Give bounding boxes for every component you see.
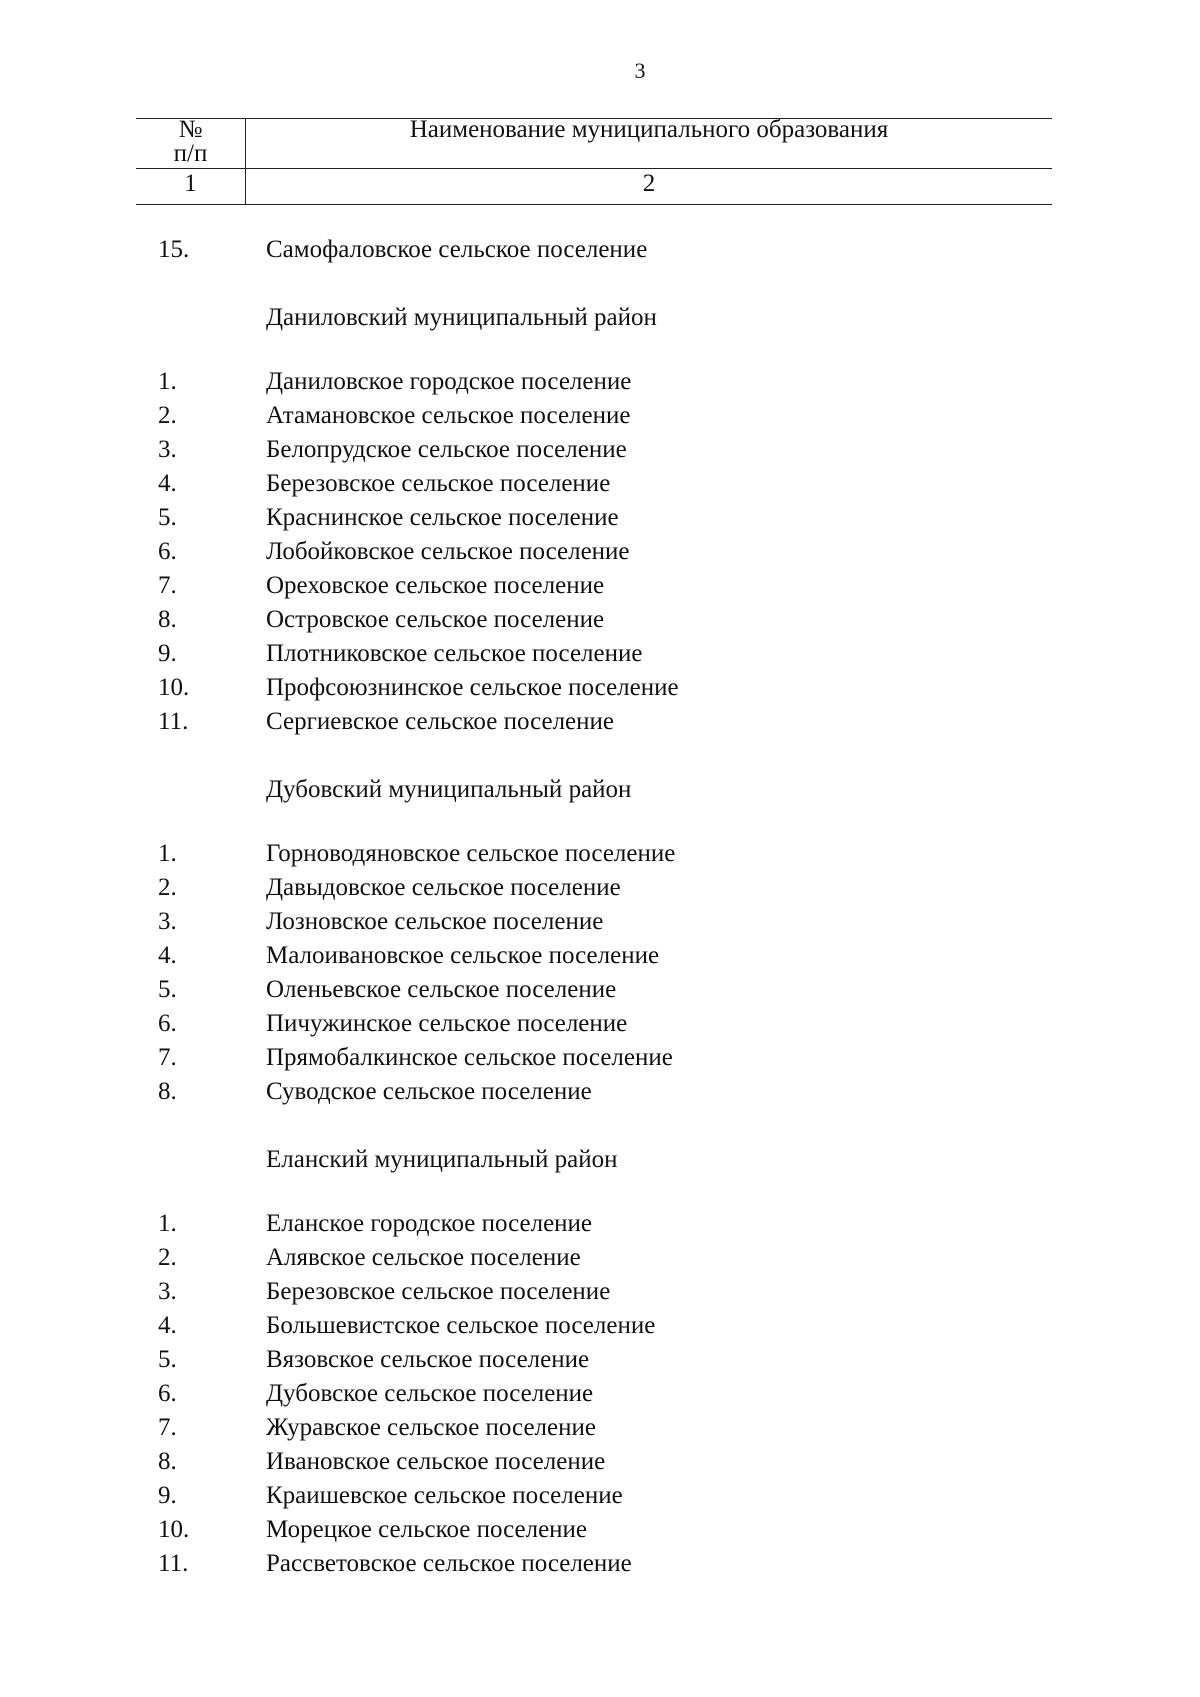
list-item-number: 10. (158, 1516, 190, 1543)
list-item-name: Сергиевское сельское поселение (266, 708, 615, 735)
header-middle-rule (136, 168, 1052, 169)
list-item-number: 6. (158, 538, 177, 565)
list-item-number: 8. (158, 1448, 177, 1475)
list-item-number: 9. (158, 640, 177, 667)
list-item-name: Давыдовское сельское поселение (266, 874, 621, 901)
list-item-number: 5. (158, 976, 177, 1003)
list-item-name: Краишевское сельское поселение (266, 1482, 623, 1509)
list-item-number: 4. (158, 470, 177, 497)
list-item-number: 1. (158, 840, 177, 867)
list-item-number: 2. (158, 874, 177, 901)
list-item-number: 4. (158, 1312, 177, 1339)
list-item-number: 8. (158, 606, 177, 633)
list-item-name: Атамановское сельское поселение (266, 402, 631, 429)
district-heading: Еланский муниципальный район (266, 1146, 618, 1173)
list-item-name: Профсоюзнинское сельское поселение (266, 674, 679, 701)
header-col2-index: 2 (642, 170, 656, 197)
header-col1-number-sign: № (178, 116, 203, 143)
list-item-name: Дубовское сельское поселение (266, 1380, 594, 1407)
header-col1-index: 1 (184, 170, 197, 197)
list-item-name: Березовское сельское поселение (266, 1278, 611, 1305)
list-item-number: 10. (158, 674, 190, 701)
list-item-name: Оленьевское сельское поселение (266, 976, 617, 1003)
district-heading: Даниловский муниципальный район (266, 304, 657, 331)
list-item-number: 2. (158, 1244, 177, 1271)
header-col2-title: Наименование муниципального образования (409, 116, 889, 143)
list-item-number: 7. (158, 1414, 177, 1441)
list-item-number: 8. (158, 1078, 177, 1105)
list-item-name: Рассветовское сельское поселение (266, 1550, 632, 1577)
list-item-name: Березовское сельское поселение (266, 470, 611, 497)
list-item-name: Суводское сельское поселение (266, 1078, 592, 1105)
list-item-number: 4. (158, 942, 177, 969)
list-item-number: 1. (158, 1210, 177, 1237)
list-item-number: 7. (158, 1044, 177, 1071)
list-item-name: Самофаловское сельское поселение (266, 236, 648, 263)
list-item-name: Журавское сельское поселение (266, 1414, 596, 1441)
list-item-number: 11. (158, 1550, 189, 1577)
header-col1-pp: п/п (173, 140, 208, 167)
list-item-number: 9. (158, 1482, 177, 1509)
list-item-name: Краснинское сельское поселение (266, 504, 619, 531)
list-item-name: Горноводяновское сельское поселение (266, 840, 676, 867)
list-item-number: 3. (158, 436, 177, 463)
list-item-number: 5. (158, 504, 177, 531)
list-item-name: Морецкое сельское поселение (266, 1516, 588, 1543)
list-item-number: 1. (158, 368, 177, 395)
list-item-number: 2. (158, 402, 177, 429)
list-item-name: Белопрудское сельское поселение (266, 436, 627, 463)
list-item-name: Даниловское городское поселение (266, 368, 632, 395)
list-item-number: 7. (158, 572, 177, 599)
list-item-number: 6. (158, 1380, 177, 1407)
list-item-number: 3. (158, 1278, 177, 1305)
list-item-number: 11. (158, 708, 189, 735)
list-item-number: 5. (158, 1346, 177, 1373)
list-item-name: Малоивановское сельское поселение (266, 942, 660, 969)
list-item-name: Прямобалкинское сельское поселение (266, 1044, 673, 1071)
list-item-name: Лозновское сельское поселение (266, 908, 604, 935)
list-item-number: 3. (158, 908, 177, 935)
header-bottom-rule (136, 204, 1052, 205)
page-number: 3 (634, 58, 646, 83)
list-item-name: Ивановское сельское поселение (266, 1448, 606, 1475)
list-item-name: Плотниковское сельское поселение (266, 640, 643, 667)
list-item-name: Лобойковское сельское поселение (266, 538, 630, 565)
list-item-name: Еланское городское поселение (266, 1210, 593, 1237)
district-heading: Дубовский муниципальный район (266, 776, 632, 803)
list-item-name: Большевистское сельское поселение (266, 1312, 656, 1339)
list-item-number: 6. (158, 1010, 177, 1037)
list-item-name: Ореховское сельское поселение (266, 572, 605, 599)
list-item-name: Пичужинское сельское поселение (266, 1010, 628, 1037)
list-item-name: Алявское сельское поселение (266, 1244, 581, 1271)
list-item-number: 15. (158, 236, 190, 263)
list-item-name: Вязовское сельское поселение (266, 1346, 590, 1373)
list-item-name: Островское сельское поселение (266, 606, 605, 633)
